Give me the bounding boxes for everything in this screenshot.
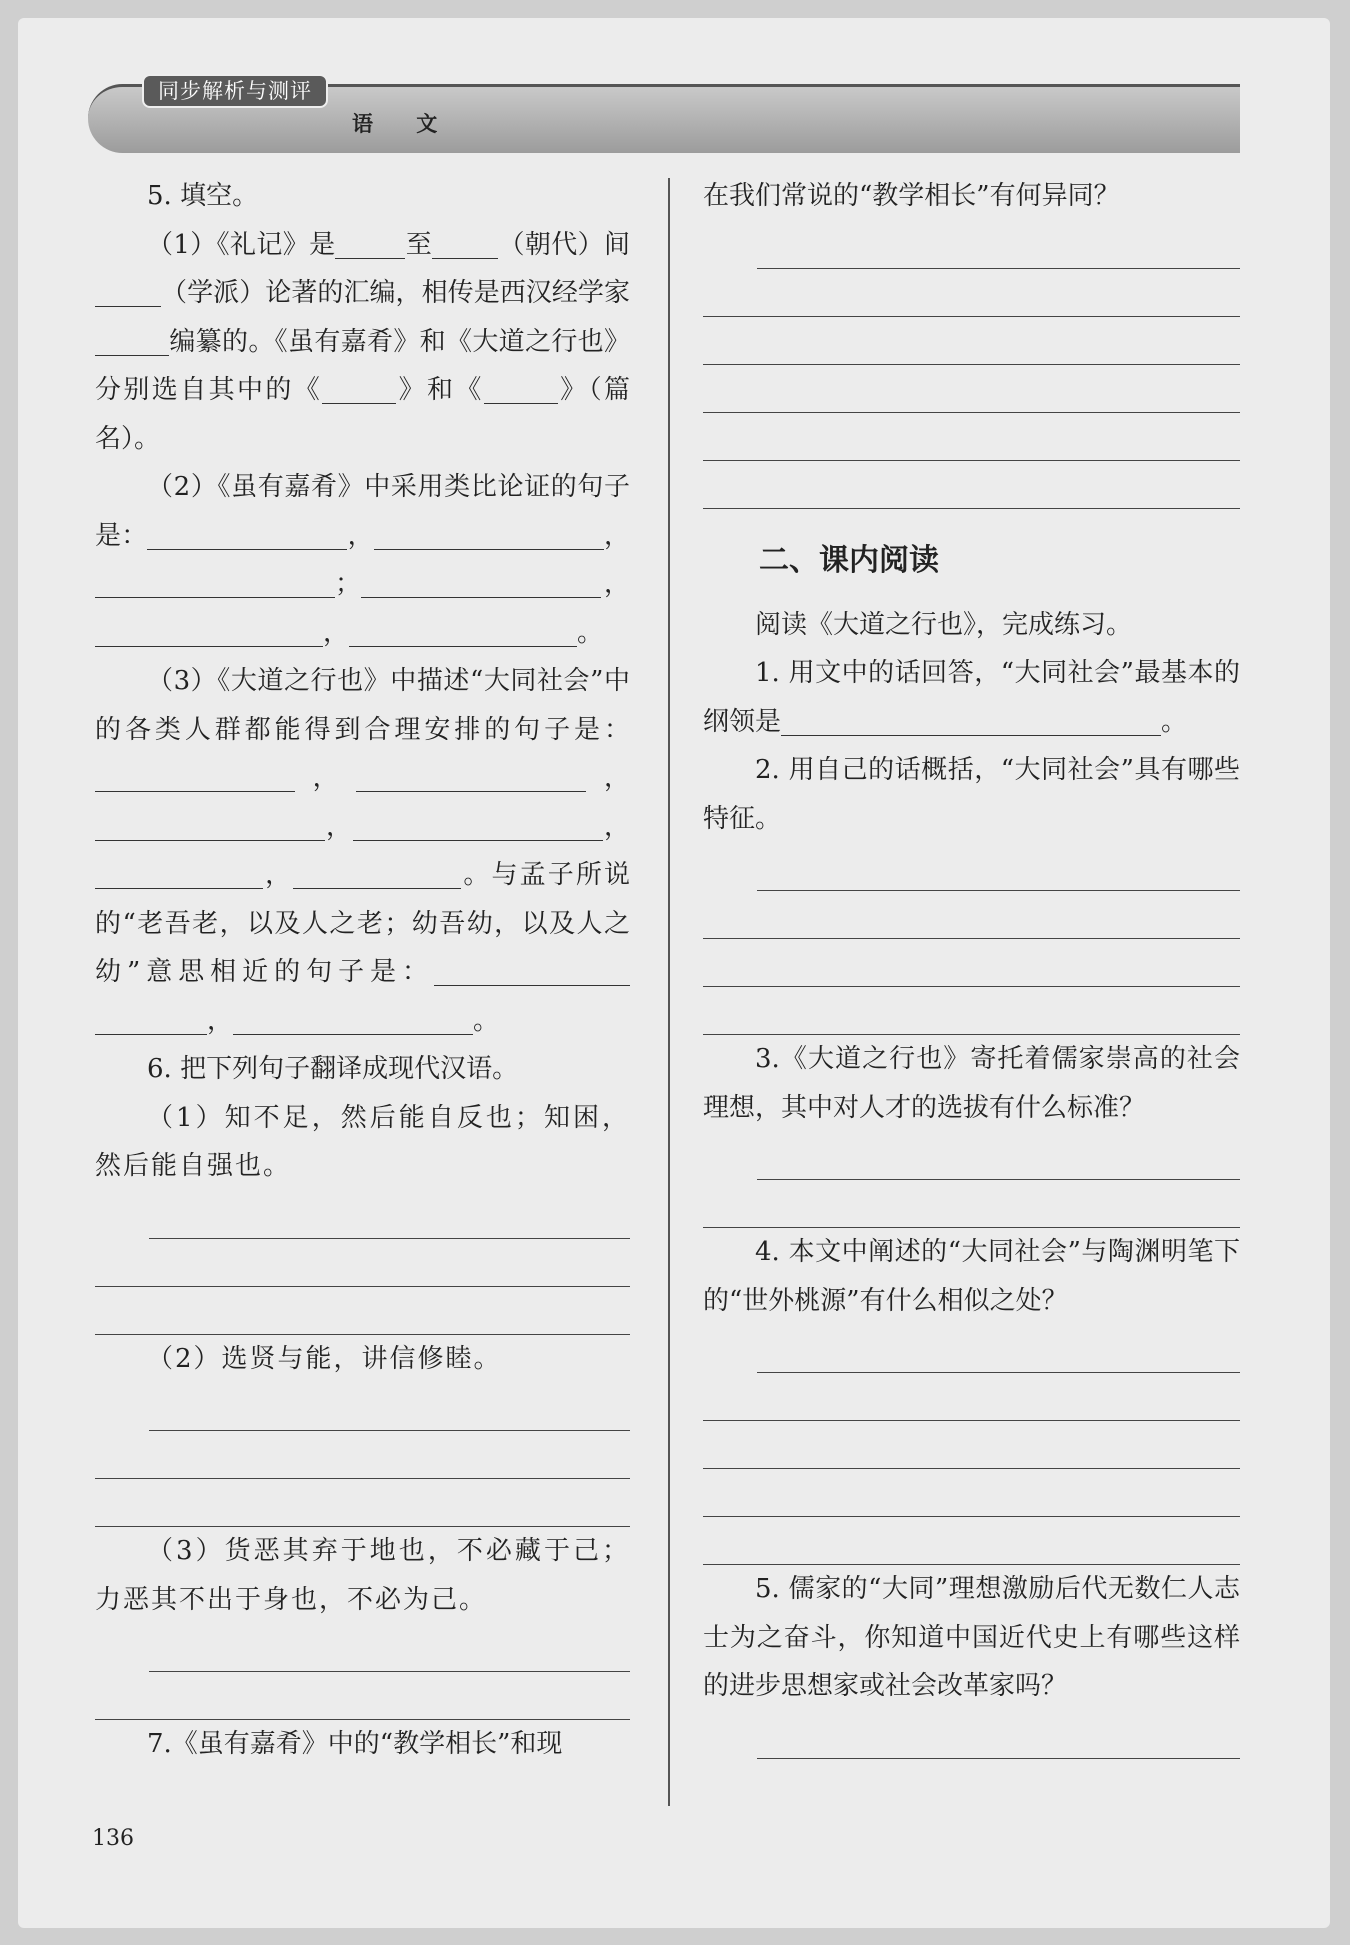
q5-3-text-b: 。与孟子所说的“老吾老，以及人之老；幼吾幼，以及人之幼”意思相近的句子是： [95, 860, 630, 987]
blank[interactable] [432, 228, 498, 259]
left-column [95, 172, 630, 1769]
punct: ， [263, 860, 294, 890]
punct: 。 [577, 617, 604, 648]
answer-line[interactable] [149, 1191, 630, 1239]
answer-line[interactable] [703, 1373, 1240, 1421]
subject-title: 语 文 [352, 112, 456, 136]
q5-title: 5. 填空。 [147, 181, 259, 211]
answer-line[interactable] [149, 1383, 630, 1431]
q7-start: 7.《虽有嘉肴》中的“教学相长”和现 [147, 1729, 563, 1759]
right-column [703, 172, 1240, 1759]
blank[interactable] [95, 325, 169, 356]
q5-1-text-b: 至 [405, 229, 433, 260]
answer-line[interactable] [757, 221, 1240, 269]
answer-line[interactable] [149, 1624, 630, 1672]
blank[interactable] [147, 519, 347, 550]
punct: ， [586, 763, 630, 793]
punct: ， [295, 763, 357, 793]
blank[interactable] [356, 761, 586, 792]
reading-q3: 3.《大道之行也》寄托着儒家崇高的社会理想，其中对人才的选拔有什么标准？ [703, 1044, 1240, 1123]
blank[interactable] [233, 1004, 473, 1035]
answer-line[interactable] [95, 1431, 630, 1479]
blank[interactable] [353, 810, 603, 841]
answer-line[interactable] [703, 413, 1240, 461]
q5-3 [95, 657, 630, 1045]
blank[interactable] [374, 519, 604, 550]
answer-line[interactable] [703, 1180, 1240, 1228]
punct: ， [325, 811, 353, 842]
answer-line[interactable] [703, 891, 1240, 939]
blank[interactable] [95, 276, 161, 307]
blank[interactable] [361, 567, 601, 598]
q5-1-text-e: （学派）论著的汇编，相传是西汉经学家 [161, 278, 630, 308]
answer-line[interactable] [95, 1287, 630, 1335]
q5-2 [95, 463, 630, 657]
blank[interactable] [95, 567, 335, 598]
page-number: 136 [92, 1826, 134, 1851]
blank[interactable] [95, 1004, 207, 1035]
q5-1-text-h: 》（篇名）。 [95, 375, 630, 454]
q5-1 [95, 221, 630, 464]
reading-q5: 5. 儒家的“大同”理想激励后代无数仁人志士为之奋斗，你知道中国近代史上有哪些这样的进步思想家或社会改革家吗？ [703, 1574, 1240, 1701]
punct: ， [347, 520, 374, 551]
q5-1-text-g: 》和《 [396, 375, 484, 405]
blank[interactable] [293, 858, 461, 889]
q6-1: （1）知不足，然后能自反也；知困，然后能自强也。 [95, 1102, 630, 1181]
reading-q1 [703, 649, 1240, 746]
section-title: 二、课内阅读 [759, 542, 939, 578]
series-title: 同步解析与测评 [142, 74, 328, 108]
answer-line[interactable] [703, 1469, 1240, 1517]
blank[interactable] [322, 373, 396, 404]
blank[interactable] [95, 616, 323, 647]
q5-1-text-a: （1）《礼记》是 [147, 229, 336, 260]
punct: ， [602, 811, 630, 842]
answer-line[interactable] [703, 1421, 1240, 1469]
answer-line[interactable] [95, 1239, 630, 1287]
q6-3: （3）货恶其弃于地也，不必藏于己；力恶其不出于身也，不必为己。 [95, 1536, 630, 1615]
blank[interactable] [349, 616, 577, 647]
punct: ， [601, 569, 630, 599]
reading-q2: 2. 用自己的话概括，“大同社会”具有哪些特征。 [703, 755, 1240, 834]
answer-line[interactable] [703, 1517, 1240, 1565]
punct: 。 [1161, 706, 1188, 737]
reading-q1-text: 1. 用文中的话回答，“大同社会”最基本的纲领是 [703, 658, 1240, 737]
q7-continued: 在我们常说的“教学相长”有何异同？ [703, 181, 1120, 211]
q6-title: 6. 把下列句子翻译成现代汉语。 [147, 1054, 519, 1084]
punct: ， [603, 520, 630, 551]
blank[interactable] [95, 810, 325, 841]
blank[interactable] [95, 858, 263, 889]
blank[interactable] [434, 955, 630, 986]
reading-q4: 4. 本文中阐述的“大同社会”与陶渊明笔下的“世外桃源”有什么相似之处？ [703, 1237, 1240, 1316]
blank[interactable] [781, 705, 1161, 736]
reading-intro: 阅读《大道之行也》，完成练习。 [755, 609, 1133, 640]
punct: ； [335, 569, 362, 599]
answer-line[interactable] [95, 1479, 630, 1527]
q6-2: （2）选贤与能，讲信修睦。 [147, 1343, 502, 1374]
answer-line[interactable] [703, 269, 1240, 317]
answer-line[interactable] [703, 939, 1240, 987]
q5-3-text-a: （3）《大道之行也》中描述“大同社会”中的各类人群都能得到合理安排的句子是： [95, 666, 630, 745]
q5-1-text-c: （朝代） [498, 229, 604, 260]
answer-line[interactable] [757, 1132, 1240, 1180]
answer-line[interactable] [703, 365, 1240, 413]
punct: ， [323, 617, 350, 648]
answer-line[interactable] [95, 1672, 630, 1720]
column-divider [668, 178, 670, 1806]
q5-2-text: （2）《虽有嘉肴》中采用类比论证的句子是： [95, 472, 630, 551]
q5-1-text-f: 编纂的。《虽有嘉肴》和《大道之行也》分别选自其中的《 [95, 326, 630, 405]
answer-line[interactable] [757, 843, 1240, 891]
punct: 。 [473, 1005, 500, 1036]
answer-line[interactable] [703, 317, 1240, 365]
blank[interactable] [95, 761, 295, 792]
punct: ， [207, 1005, 234, 1036]
answer-line[interactable] [757, 1711, 1240, 1759]
answer-line[interactable] [703, 987, 1240, 1035]
blank[interactable] [335, 228, 405, 259]
q5-1-text-d: 间 [603, 229, 630, 260]
answer-line[interactable] [757, 1325, 1240, 1373]
answer-line[interactable] [703, 461, 1240, 509]
blank[interactable] [484, 373, 558, 404]
